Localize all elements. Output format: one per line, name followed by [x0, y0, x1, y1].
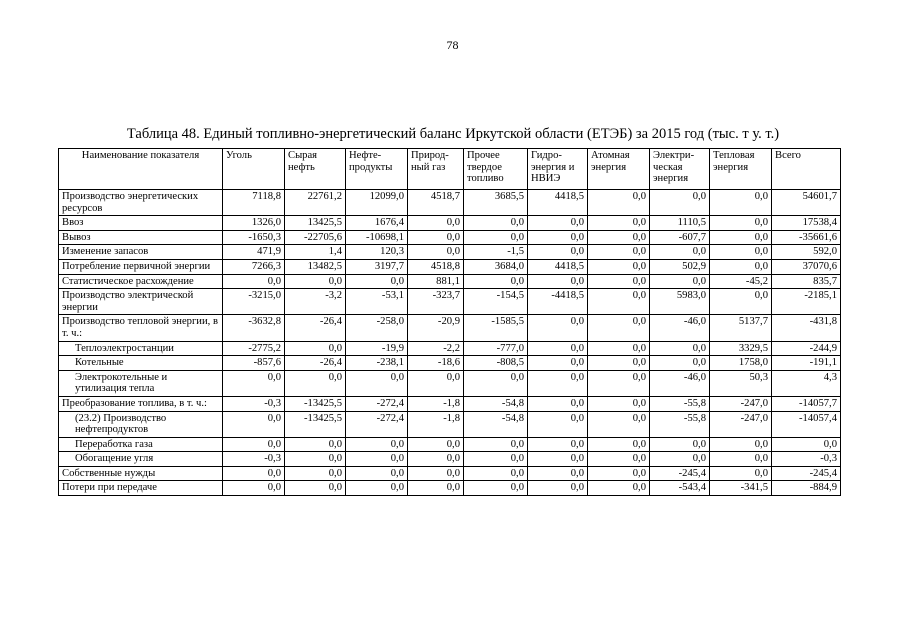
row-label: Производство тепловой энергии, в т. ч.:	[59, 315, 223, 341]
table-cell: -0,3	[223, 452, 285, 467]
table-cell: 592,0	[772, 245, 841, 260]
table-cell: 502,9	[650, 259, 710, 274]
table-cell: -272,4	[346, 396, 408, 411]
table-cell: 471,9	[223, 245, 285, 260]
table-cell: -777,0	[464, 341, 528, 356]
table-row	[59, 341, 841, 356]
table-cell: 3197,7	[346, 259, 408, 274]
table-cell: -45,2	[710, 274, 772, 289]
table-cell: 0,0	[464, 370, 528, 396]
table-cell: -26,4	[285, 356, 346, 371]
row-label: Потребление первичной энергии	[59, 259, 223, 274]
table-cell: 0,0	[588, 289, 650, 315]
table-cell: -13425,5	[285, 411, 346, 437]
table-cell: 4418,5	[528, 259, 588, 274]
table-cell: 12099,0	[346, 190, 408, 216]
table-row	[59, 481, 841, 496]
table-cell: -55,8	[650, 411, 710, 437]
table-cell: 0,0	[588, 190, 650, 216]
column-header: Уголь	[223, 149, 285, 190]
table-cell: 0,0	[588, 315, 650, 341]
table-row	[59, 190, 841, 216]
table-cell: -238,1	[346, 356, 408, 371]
table-cell: -1650,3	[223, 230, 285, 245]
table-cell: 17538,4	[772, 216, 841, 231]
table-cell: 0,0	[285, 481, 346, 496]
table-cell: 120,3	[346, 245, 408, 260]
table-cell: -14057,4	[772, 411, 841, 437]
table-cell: 0,0	[223, 437, 285, 452]
page-number: 78	[446, 38, 459, 52]
table-cell: 0,0	[650, 437, 710, 452]
table-cell: 1676,4	[346, 216, 408, 231]
table-row	[59, 356, 841, 371]
table-cell: 0,0	[223, 466, 285, 481]
table-cell: 0,0	[710, 230, 772, 245]
table-cell: 0,0	[408, 466, 464, 481]
table-cell: 0,0	[408, 245, 464, 260]
table-cell: 0,0	[710, 245, 772, 260]
table-cell: -46,0	[650, 370, 710, 396]
table-row	[59, 315, 841, 341]
table-cell: -54,8	[464, 411, 528, 437]
column-header: Прочее твердое топливо	[464, 149, 528, 190]
table-cell: 0,0	[346, 437, 408, 452]
row-label: Производство электрической энергии	[59, 289, 223, 315]
table-cell: 3685,5	[464, 190, 528, 216]
table-cell: -35661,6	[772, 230, 841, 245]
table-cell: -884,9	[772, 481, 841, 496]
table-row	[59, 466, 841, 481]
table-cell: 0,0	[285, 274, 346, 289]
table-cell: 0,0	[346, 481, 408, 496]
row-label: Электрокотельные и утилизация тепла	[59, 370, 223, 396]
table-cell: -247,0	[710, 396, 772, 411]
table-cell: -3215,0	[223, 289, 285, 315]
table-cell: 0,0	[346, 452, 408, 467]
column-header: Атомная энергия	[588, 149, 650, 190]
table-row	[59, 245, 841, 260]
table-row	[59, 370, 841, 396]
table-cell: 0,0	[285, 452, 346, 467]
table-cell: 0,0	[528, 481, 588, 496]
table-cell: 0,0	[528, 245, 588, 260]
column-header: Электри-ческая энергия	[650, 149, 710, 190]
table-cell: 0,0	[588, 274, 650, 289]
table-cell: 0,0	[346, 466, 408, 481]
table-cell: 0,0	[464, 274, 528, 289]
table-cell: -857,6	[223, 356, 285, 371]
table-cell: 0,0	[223, 370, 285, 396]
table-row	[59, 452, 841, 467]
table-cell: -245,4	[772, 466, 841, 481]
table-cell: 0,0	[528, 315, 588, 341]
table-cell: 0,0	[650, 274, 710, 289]
table-cell: 0,0	[528, 356, 588, 371]
table-cell: 0,0	[285, 437, 346, 452]
table-cell: 0,0	[285, 341, 346, 356]
table-body	[59, 190, 841, 496]
table-cell: 0,0	[464, 437, 528, 452]
table-cell: -341,5	[710, 481, 772, 496]
table-cell: 0,0	[588, 396, 650, 411]
table-cell: -0,3	[223, 396, 285, 411]
table-cell: -1585,5	[464, 315, 528, 341]
table-cell: 0,0	[588, 437, 650, 452]
row-label: (23.2) Производство нефтепродуктов	[59, 411, 223, 437]
table-cell: -10698,1	[346, 230, 408, 245]
table-cell: 0,0	[588, 259, 650, 274]
table-cell: 0,0	[223, 274, 285, 289]
column-header: Наименование показателя	[59, 149, 223, 190]
row-label: Теплоэлектростанции	[59, 341, 223, 356]
table-cell: 4518,7	[408, 190, 464, 216]
column-header: Гидро-энергия и НВИЭ	[528, 149, 588, 190]
table-cell: 0,0	[710, 259, 772, 274]
table-cell: 0,0	[528, 216, 588, 231]
table-cell: 0,0	[710, 437, 772, 452]
table-cell: 0,0	[710, 452, 772, 467]
table-cell: 0,0	[528, 274, 588, 289]
table-cell: 0,0	[528, 370, 588, 396]
row-label: Собственные нужды	[59, 466, 223, 481]
table-cell: -46,0	[650, 315, 710, 341]
table-cell: -2,2	[408, 341, 464, 356]
table-cell: 0,0	[408, 216, 464, 231]
table-cell: 54601,7	[772, 190, 841, 216]
table-cell: -154,5	[464, 289, 528, 315]
table-cell: -245,4	[650, 466, 710, 481]
table-cell: 0,0	[408, 452, 464, 467]
table-cell: -244,9	[772, 341, 841, 356]
table-cell: 0,0	[464, 452, 528, 467]
table-cell: 1758,0	[710, 356, 772, 371]
table-cell: 0,0	[650, 356, 710, 371]
table-cell: -18,6	[408, 356, 464, 371]
table-cell: -13425,5	[285, 396, 346, 411]
table-cell: -22705,6	[285, 230, 346, 245]
table-cell: 0,0	[285, 370, 346, 396]
table-cell: -19,9	[346, 341, 408, 356]
table-row	[59, 289, 841, 315]
table-cell: 0,0	[588, 245, 650, 260]
table-cell: -607,7	[650, 230, 710, 245]
column-header: Природ-ный газ	[408, 149, 464, 190]
column-header: Всего	[772, 149, 841, 190]
table-row	[59, 396, 841, 411]
table-cell: 4518,8	[408, 259, 464, 274]
table-cell: 0,0	[650, 341, 710, 356]
table-cell: -20,9	[408, 315, 464, 341]
row-label: Котельные	[59, 356, 223, 371]
table-cell: 37070,6	[772, 259, 841, 274]
table-row	[59, 437, 841, 452]
row-label: Ввоз	[59, 216, 223, 231]
table-cell: -54,8	[464, 396, 528, 411]
table-cell: -191,1	[772, 356, 841, 371]
table-cell: 0,0	[223, 411, 285, 437]
table-cell: 0,0	[588, 356, 650, 371]
table-cell: 13482,5	[285, 259, 346, 274]
table-cell: 881,1	[408, 274, 464, 289]
table-cell: 0,0	[588, 216, 650, 231]
table-cell: 0,0	[588, 481, 650, 496]
table-cell: 0,0	[528, 466, 588, 481]
table-cell: 0,0	[528, 437, 588, 452]
table-cell: 3684,0	[464, 259, 528, 274]
row-label: Обогащение угля	[59, 452, 223, 467]
table-cell: -26,4	[285, 315, 346, 341]
table-cell: 3329,5	[710, 341, 772, 356]
table-cell: -1,5	[464, 245, 528, 260]
table-cell: 0,0	[650, 245, 710, 260]
row-label: Переработка газа	[59, 437, 223, 452]
table-cell: 0,0	[710, 190, 772, 216]
row-label: Преобразование топлива, в т. ч.:	[59, 396, 223, 411]
table-cell: 0,0	[588, 411, 650, 437]
table-row	[59, 230, 841, 245]
table-title: Таблица 48. Единый топливно-энергетический баланс Иркутской области (ЕТЭБ) за 2015 год (тыс. т у. т.)	[126, 126, 780, 142]
table-cell: 0,0	[528, 411, 588, 437]
table-cell: -258,0	[346, 315, 408, 341]
table-cell: 22761,2	[285, 190, 346, 216]
table-cell: 5137,7	[710, 315, 772, 341]
table-cell: 0,0	[588, 466, 650, 481]
table-cell: 0,0	[346, 370, 408, 396]
table-cell: 0,0	[588, 230, 650, 245]
table-cell: 0,0	[223, 481, 285, 496]
table-cell: -53,1	[346, 289, 408, 315]
table-cell: 1,4	[285, 245, 346, 260]
table-cell: 7118,8	[223, 190, 285, 216]
table-cell: -2775,2	[223, 341, 285, 356]
table-cell: -2185,1	[772, 289, 841, 315]
table-cell: 0,0	[710, 216, 772, 231]
row-label: Вывоз	[59, 230, 223, 245]
table-cell: 0,0	[710, 466, 772, 481]
row-label: Потери при передаче	[59, 481, 223, 496]
column-header: Сырая нефть	[285, 149, 346, 190]
table-cell: 0,0	[464, 230, 528, 245]
table-cell: 4,3	[772, 370, 841, 396]
table-cell: 13425,5	[285, 216, 346, 231]
table-cell: 0,0	[588, 370, 650, 396]
table-cell: -808,5	[464, 356, 528, 371]
table-cell: 0,0	[464, 481, 528, 496]
column-header: Нефте-продукты	[346, 149, 408, 190]
fuel-energy-balance-table	[58, 148, 841, 496]
table-cell: -1,8	[408, 396, 464, 411]
table-cell: 0,0	[408, 437, 464, 452]
table-cell: 835,7	[772, 274, 841, 289]
table-cell: 5983,0	[650, 289, 710, 315]
table-cell: 0,0	[650, 190, 710, 216]
table-cell: 0,0	[528, 230, 588, 245]
table-cell: -543,4	[650, 481, 710, 496]
table-cell: 1110,5	[650, 216, 710, 231]
table-cell: 7266,3	[223, 259, 285, 274]
table-cell: 0,0	[588, 452, 650, 467]
column-header: Тепловая энергия	[710, 149, 772, 190]
table-cell: 0,0	[588, 341, 650, 356]
table-cell: 0,0	[464, 466, 528, 481]
table-row	[59, 274, 841, 289]
table-cell: 4418,5	[528, 190, 588, 216]
table-cell: 0,0	[650, 452, 710, 467]
table-cell: 0,0	[408, 481, 464, 496]
table-cell: 0,0	[710, 289, 772, 315]
row-label: Производство энергетических ресурсов	[59, 190, 223, 216]
table-row	[59, 259, 841, 274]
table-cell: 50,3	[710, 370, 772, 396]
table-cell: -247,0	[710, 411, 772, 437]
table-cell: -323,7	[408, 289, 464, 315]
table-cell: -55,8	[650, 396, 710, 411]
table-cell: -3632,8	[223, 315, 285, 341]
table-cell: 0,0	[346, 274, 408, 289]
table-cell: 0,0	[408, 230, 464, 245]
table-row	[59, 411, 841, 437]
table-cell: 0,0	[772, 437, 841, 452]
table-cell: -272,4	[346, 411, 408, 437]
table-cell: 0,0	[528, 396, 588, 411]
table-cell: 0,0	[464, 216, 528, 231]
table-cell: 0,0	[528, 341, 588, 356]
table-cell: -4418,5	[528, 289, 588, 315]
table-cell: -1,8	[408, 411, 464, 437]
table-header-row	[59, 149, 841, 190]
row-label: Статистическое расхождение	[59, 274, 223, 289]
table-cell: 0,0	[408, 370, 464, 396]
table-cell: -0,3	[772, 452, 841, 467]
table-row	[59, 216, 841, 231]
table-cell: 0,0	[285, 466, 346, 481]
table-cell: 1326,0	[223, 216, 285, 231]
table-cell: 0,0	[528, 452, 588, 467]
table-cell: -431,8	[772, 315, 841, 341]
table-cell: -3,2	[285, 289, 346, 315]
row-label: Изменение запасов	[59, 245, 223, 260]
table-cell: -14057,7	[772, 396, 841, 411]
